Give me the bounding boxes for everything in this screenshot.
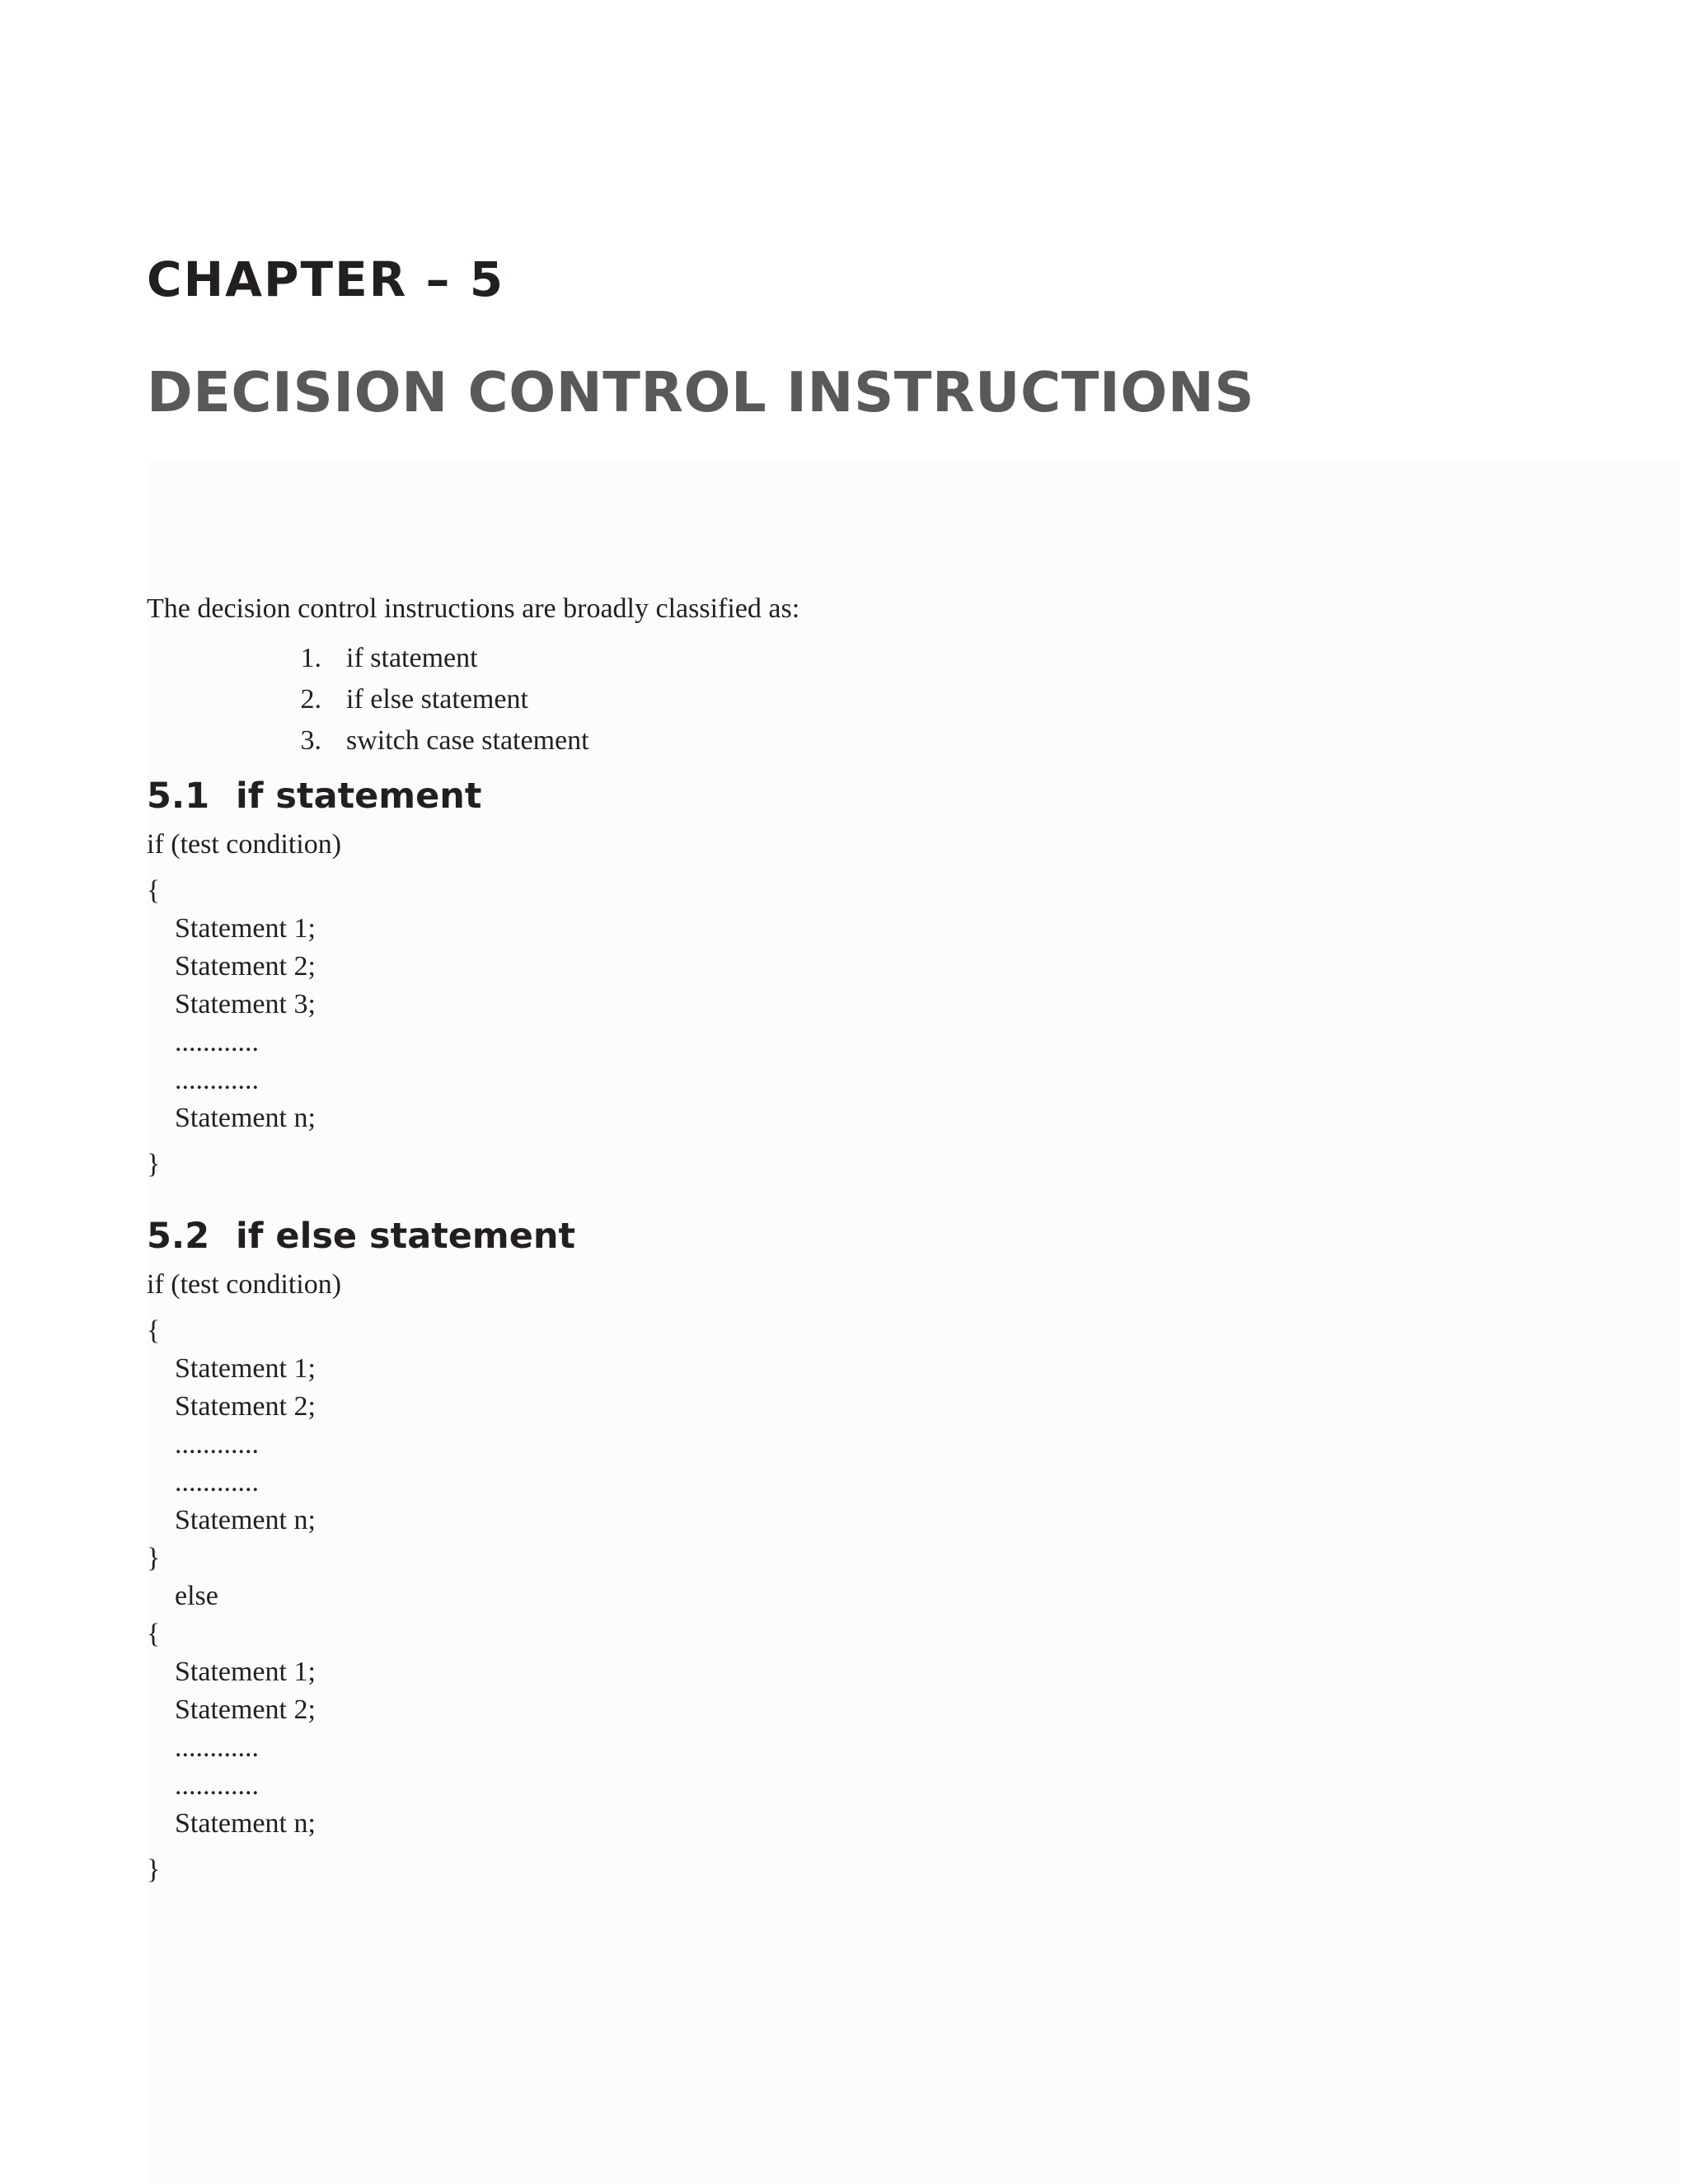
code-line: ............ <box>175 1732 259 1763</box>
code-line: Statement 2; <box>175 1694 316 1725</box>
code-line: } <box>147 1149 161 1179</box>
code-line: if (test condition) <box>147 1269 342 1300</box>
list-number: 1. <box>300 643 321 673</box>
code-line: Statement 3; <box>175 989 316 1019</box>
code-block-if <box>147 826 1548 1183</box>
section-title: if else statement <box>236 1216 576 1257</box>
list-text: switch case statement <box>346 725 589 756</box>
list-item <box>147 720 1548 762</box>
code-line: ............ <box>175 1770 259 1801</box>
list-number: 3. <box>300 725 321 756</box>
code-line: } <box>147 1543 161 1573</box>
code-line: Statement 1; <box>175 913 316 944</box>
code-line: Statement 1; <box>175 1657 316 1687</box>
list-text: if else statement <box>346 684 528 715</box>
section-number: 5.1 <box>147 776 210 817</box>
code-line: { <box>147 875 161 906</box>
code-block-if-else <box>147 1266 1548 1889</box>
code-line: Statement 2; <box>175 1391 316 1422</box>
list-item <box>147 679 1548 720</box>
code-line: } <box>147 1854 161 1885</box>
code-line: Statement n; <box>175 1103 316 1133</box>
code-line: else <box>175 1581 218 1611</box>
code-line: Statement 2; <box>175 951 316 982</box>
code-line: ............ <box>175 1027 259 1057</box>
code-line: { <box>147 1315 161 1346</box>
chapter-label: CHAPTER – 5 <box>147 251 505 307</box>
intro-paragraph: The decision control instructions are broadly classified as: <box>147 593 800 624</box>
code-line: { <box>147 1619 161 1649</box>
code-line: Statement 1; <box>175 1353 316 1384</box>
section-heading-if <box>147 771 1548 821</box>
code-line: ............ <box>175 1467 259 1497</box>
section-number: 5.2 <box>147 1216 210 1257</box>
section-heading-if-else <box>147 1212 1548 1261</box>
section-title: if statement <box>236 776 482 817</box>
list-item <box>147 638 1548 679</box>
chapter-body <box>147 588 1548 1889</box>
list-text: if statement <box>346 643 478 673</box>
code-line: Statement n; <box>175 1505 316 1535</box>
classification-list <box>147 638 1548 762</box>
code-line: ............ <box>175 1065 259 1095</box>
code-line: Statement n; <box>175 1808 316 1839</box>
code-line: ............ <box>175 1429 259 1460</box>
code-line: if (test condition) <box>147 829 342 860</box>
chapter-title: DECISION CONTROL INSTRUCTIONS <box>147 360 1255 424</box>
list-number: 2. <box>300 684 321 715</box>
